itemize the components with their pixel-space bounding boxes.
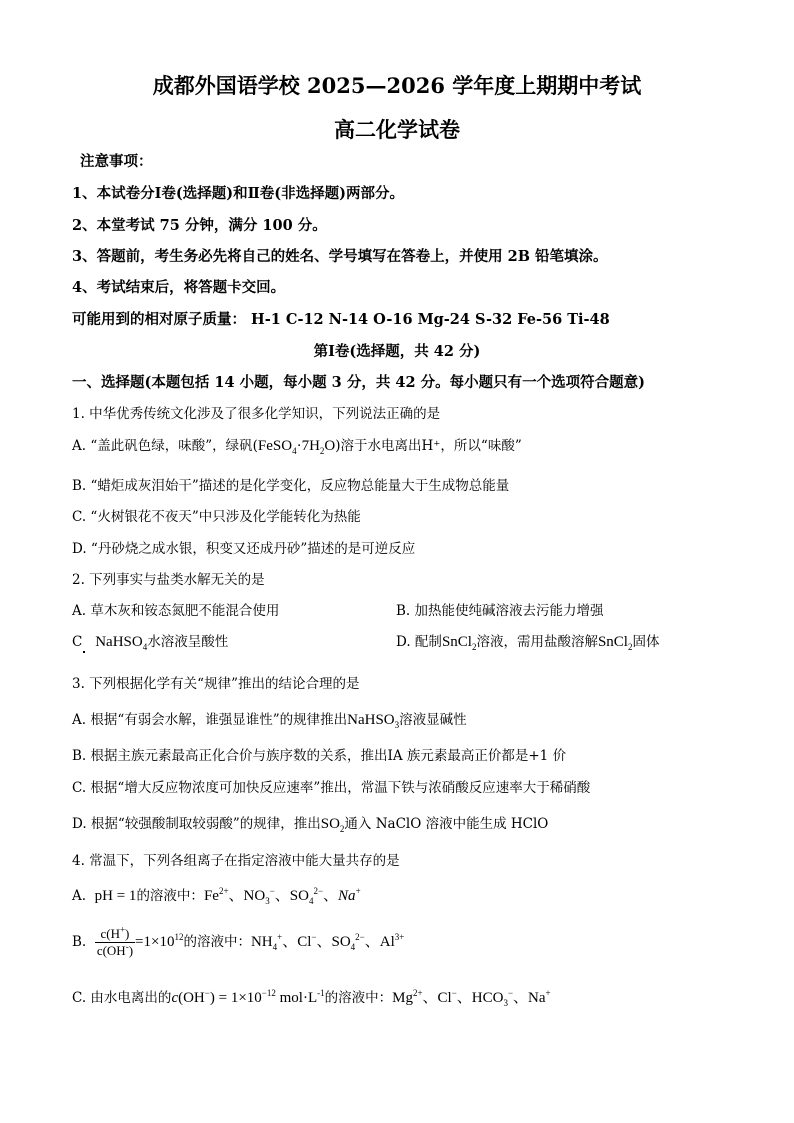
section-instructions: 一、选择题(本题包括 14 小题，每小题 3 分，共 42 分。每小题只有一个选项符合题意): [72, 374, 645, 391]
question-1-option-b: B. “蜡炬成灰泪始干”描述的是化学变化，反应物总能量大于生成物总能量: [72, 478, 510, 494]
question-3-stem: 3. 下列根据化学有关“规律”推出的结论合理的是: [72, 676, 360, 692]
question-2-option-b: B. 加热能使纯碱溶液去污能力增强: [396, 603, 604, 619]
exam-title: 成都外国语学校 2025—2026 学年度上期期中考试: [152, 73, 642, 98]
question-1-stem: 1. 中华优秀传统文化涉及了很多化学知识，下列说法正确的是: [72, 406, 441, 422]
question-3-option-a: A. 根据“有弱会水解，谁强显谁性”的规律推出NaHSO$_3$溶液显碱性: [72, 712, 467, 730]
note-item: 4、考试结束后，将答题卡交回。: [72, 279, 286, 296]
question-4-option-b: B. $\frac{c(H^+)}{c(OH^-)}$ $=1\times 10^{12}$的溶液中：$NH_4^+$、Cl−、$SO_4^{2-}$、$Al^{3+}$: [72, 924, 405, 958]
note-item: 3、答题前，考生务必先将自己的姓名、学号填写在答卷上，并使用 2B 铅笔填涂。: [72, 248, 608, 265]
question-2-stem: 2. 下列事实与盐类水解无关的是: [72, 572, 265, 588]
question-4-stem: 4. 常温下，下列各组离子在指定溶液中能大量共存的是: [72, 853, 400, 869]
notes-heading: 注意事项：: [80, 153, 153, 170]
question-4-option-a: A. pH = 1的溶液中：$Fe^{2+}$、$NO_3^-$、$SO_4^{2-}$、Na+: [72, 886, 361, 906]
question-4-option-c: C. 由水电离出的$c(OH^-) = 1\times 10^{-12}$ $mol\cdot L^{-1}$的溶液中：$Mg^{2+}$、Cl−、$HCO_3^-$、Na+: [72, 988, 551, 1008]
question-3-option-d: D. 根据“较强酸制取较弱酸”的规律，推出$SO_2$通入 NaClO 溶液中能生成 HClO: [72, 816, 549, 834]
question-3-option-b: B. 根据主族元素最高正化合价与族序数的关系，推出ⅠA 族元素最高正价都是+1 价: [72, 748, 567, 764]
question-2-option-a: A. 草木灰和铵态氮肥不能混合使用: [72, 603, 280, 619]
question-1-option-d: D. “丹砂烧之成水银，积变又还成丹砂”描述的是可逆反应: [72, 541, 416, 557]
question-1-option-c: C. “火树银花不夜天”中只涉及化学能转化为热能: [72, 509, 361, 525]
stray-dot: [83, 651, 85, 653]
question-1-option-a: A. “盖此矾色绿，味酸”，绿矾$(FeSO_4\cdot 7H_2O)$溶于水电离出H⁺，所以“味酸”: [72, 438, 522, 456]
question-2-option-d: D. 配制SnCl$_2$溶液，需用盐酸溶解SnCl$_2$固体: [396, 634, 660, 652]
question-3-option-c: C. 根据“增大反应物浓度可加快反应速率”推出，常温下铁与浓硝酸反应速率大于稀硝酸: [72, 780, 591, 796]
concentration-ratio-fraction: $\frac{c(H^+)}{c(OH^-)}$: [96, 924, 134, 958]
question-2-option-c: C NaHSO$_4$水溶液呈酸性: [72, 634, 229, 652]
atomic-mass-line: 可能用到的相对原子质量： H-1 C-12 N-14 O-16 Mg-24 S-32 Fe-56 Ti-48: [72, 311, 610, 328]
note-item: 2、本堂考试 75 分钟，满分 100 分。: [72, 217, 327, 234]
part-title: 第Ⅰ卷(选择题，共 42 分): [313, 343, 481, 360]
note-item: 1、本试卷分Ⅰ卷(选择题)和Ⅱ卷(非选择题)两部分。: [72, 185, 405, 202]
exam-subtitle: 高二化学试卷: [334, 117, 460, 142]
